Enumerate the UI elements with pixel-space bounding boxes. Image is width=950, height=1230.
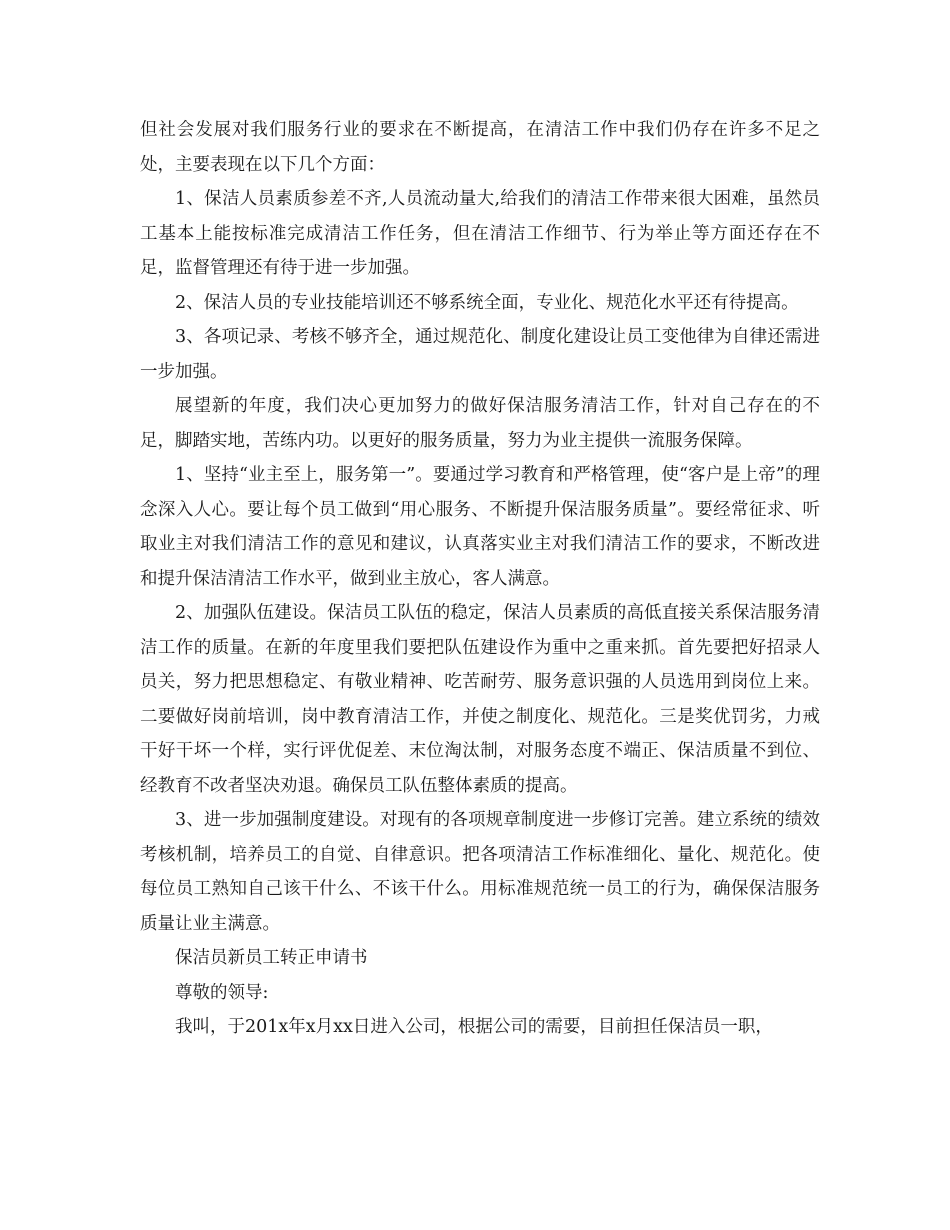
section-title: 保洁员新员工转正申请书	[175, 948, 368, 968]
paragraph-outlook: 展望新的年度，我们决心更加努力的做好保洁服务清洁工作，针对自己存在的不足，脚踏实地，苦练内功。以更好的服务质量，努力为业主提供一流服务保障。	[140, 396, 820, 451]
paragraph-plan-1: 1、坚持“业主至上，服务第一”。要通过学习教育和严格管理，使“客户是上帝”的理念深入人心。要让每个员工做到“用心服务、不断提升保洁服务质量”。要经常征求、听取业主对我们清洁工作的意见和建议，认真落实业主对我们清洁工作的要求，不断改进和提升保洁清洁工作水平，做到业主放心，客人满意。	[140, 465, 820, 589]
paragraph-letter-start: 我叫，于201x年x月xx日进入公司，根据公司的需要，目前担任保洁员一职，	[175, 1017, 773, 1037]
paragraph-plan-2: 2、加强队伍建设。保洁员工队伍的稳定，保洁人员素质的高低直接关系保洁服务清洁工作的质量。在新的年度里我们要把队伍建设作为重中之重来抓。首先要把好招录人员关，努力把思想稳定、有敬业精神、吃苦耐劳、服务意识强的人员选用到岗位上来。二要做好岗前培训，岗中教育清洁工作，并使之制度化、规范化。三是奖优罚劣，力戒干好干坏一个样，实行评优促差、末位淘汰制，对服务态度不端正、保洁质量不到位、经教育不改者坚决劝退。确保员工队伍整体素质的提高。	[140, 603, 820, 796]
document-body	[140, 113, 820, 1045]
paragraph-issue-2: 2、保洁人员的专业技能培训还不够系统全面，专业化、规范化水平还有待提高。	[175, 292, 799, 313]
paragraph-issue-3: 3、各项记录、考核不够齐全，通过规范化、制度化建设让员工变他律为自律还需进一步加强。	[140, 327, 820, 382]
salutation: 尊敬的领导:	[175, 982, 269, 1003]
paragraph-intro: 但社会发展对我们服务行业的要求在不断提高，在清洁工作中我们仍存在许多不足之处，主要表现在以下几个方面：	[140, 120, 820, 175]
paragraph-plan-3: 3、进一步加强制度建设。对现有的各项规章制度进一步修订完善。建立系统的绩效考核机制，培养员工的自觉、自律意识。把各项清洁工作标准细化、量化、规范化。使每位员工熟知自己该干什么、不该干什么。用标准规范统一员工的行为，确保保洁服务质量让业主满意。	[140, 810, 820, 934]
paragraph-issue-1: 1、保洁人员素质参差不齐,人员流动量大,给我们的清洁工作带来很大困难，虽然员工基本上能按标准完成清洁工作任务，但在清洁工作细节、行为举止等方面还存在不足，监督管理还有待于进一步加强。	[140, 189, 820, 278]
